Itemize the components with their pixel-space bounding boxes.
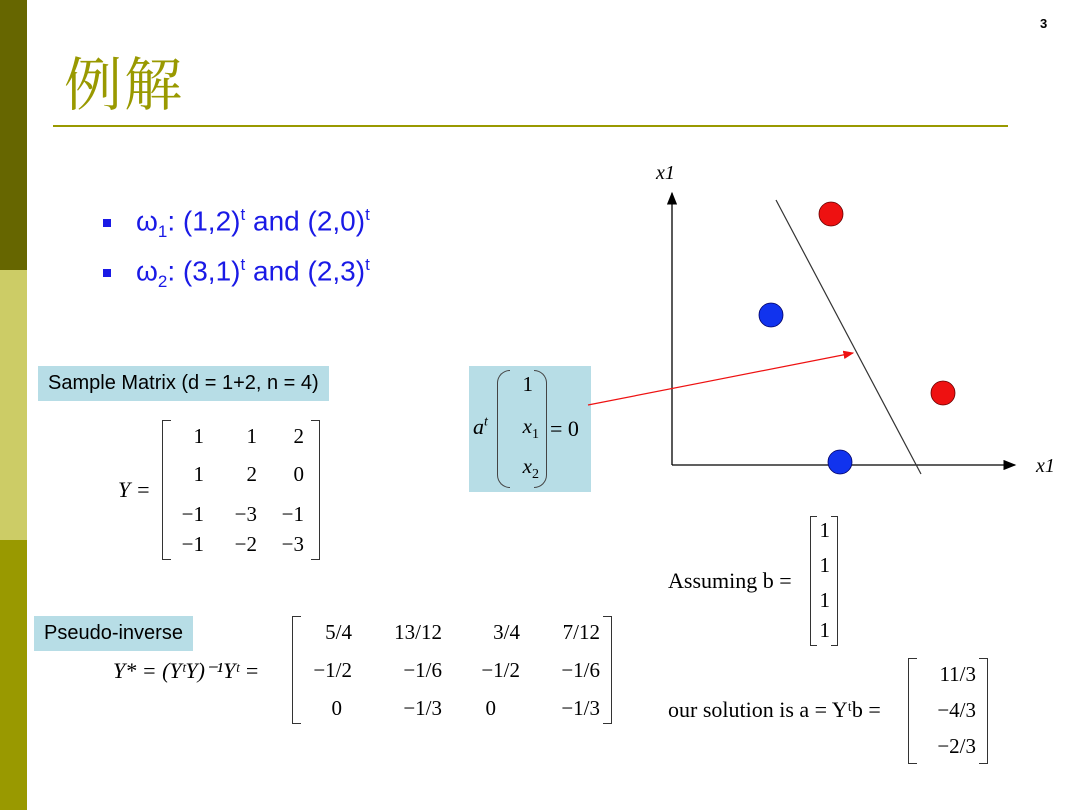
matrix-cell: −1/3: [403, 696, 442, 720]
vector-cell: 1: [819, 553, 830, 577]
omega-symbol: ω: [136, 255, 158, 287]
assumption-text: Assuming b =: [668, 568, 792, 593]
matrix-cell: 0: [331, 696, 342, 720]
vector-cell: 1: [819, 518, 830, 542]
right-bracket: [603, 616, 612, 724]
side-bar-dark: [0, 0, 27, 270]
title-underline: [53, 125, 1008, 127]
point-text: and (2,0): [245, 205, 366, 237]
side-bar-notch: [27, 0, 33, 158]
page-number: 3: [1040, 16, 1048, 31]
omega2-point: [931, 381, 955, 405]
matrix-cell: −1/6: [403, 658, 442, 682]
omega-subscript: 1: [157, 221, 168, 241]
solution-vector: [908, 658, 988, 764]
x-symbol: x: [522, 454, 532, 478]
solution-text: our solution is a = Yᵗb =: [668, 697, 881, 722]
x-axis-label: x1: [1036, 455, 1055, 477]
x-subscript: 2: [532, 467, 539, 483]
normal-arrow: [588, 353, 853, 405]
matrix-cell: 0: [485, 696, 496, 720]
side-bar-mid: [0, 540, 27, 810]
boundary-a: [473, 414, 488, 440]
matrix-cell: 7/12: [562, 620, 600, 644]
x-symbol: x: [522, 414, 532, 438]
omega1-point: [759, 303, 783, 327]
right-bracket: [311, 420, 320, 560]
matrix-cell: −1/2: [313, 658, 352, 682]
matrix-cell: 2: [293, 424, 304, 448]
bullet-square-icon: [103, 269, 111, 277]
sample-matrix-label: Sample Matrix (d = 1+2, n = 4): [38, 366, 329, 401]
bullet-text: [136, 255, 370, 292]
omega-symbol: ω: [136, 205, 158, 237]
matrix-cell: −1/3: [561, 696, 600, 720]
vector-cell: −2/3: [937, 734, 976, 758]
slide-title: 例解: [64, 51, 185, 119]
y-axis-label: x1: [656, 162, 675, 184]
vector-cell: [505, 414, 539, 443]
matrix-cell: −2: [234, 532, 257, 556]
vector-cell: [505, 454, 539, 483]
matrix-cell: 2: [246, 462, 257, 486]
vector-cell: 11/3: [939, 662, 976, 686]
point-text: and (2,3): [245, 255, 366, 287]
point-text: : (3,1): [167, 255, 241, 287]
matrix-cell: −1: [181, 532, 204, 556]
vector-cell: 1: [819, 588, 830, 612]
transpose-mark: t: [240, 255, 246, 274]
transpose-mark: t: [240, 205, 246, 224]
matrix-cell: 0: [293, 462, 304, 486]
matrix-cell: 1: [193, 462, 204, 486]
matrix-cell: −1: [281, 502, 304, 526]
matrix-cell: 1: [246, 424, 257, 448]
pseudo-inverse-matrix: [292, 616, 612, 724]
x-subscript: 1: [532, 427, 539, 443]
transpose-mark: t: [484, 414, 488, 430]
boundary-vector: [497, 370, 547, 488]
matrix-cell: −3: [281, 532, 304, 556]
vector-cell: 1: [819, 618, 830, 642]
matrix-cell: 13/12: [394, 620, 442, 644]
side-bar-light: [0, 270, 27, 540]
pseudo-inverse-lhs: Y* = (YᵗY)⁻¹Yᵗ =: [113, 658, 260, 683]
right-bracket: [831, 516, 838, 646]
a-symbol: a: [473, 414, 484, 439]
matrix-cell: −3: [234, 502, 257, 526]
omega1-point: [828, 450, 852, 474]
sample-matrix-lhs: Y =: [118, 477, 151, 502]
matrix-cell: −1: [181, 502, 204, 526]
vector-cell: −4/3: [937, 698, 976, 722]
vector-cell: 1: [522, 372, 533, 396]
right-bracket: [979, 658, 988, 764]
sample-matrix: [162, 420, 320, 560]
boundary-rhs: = 0: [550, 416, 579, 441]
matrix-cell: −1/6: [561, 658, 600, 682]
matrix-cell: 5/4: [325, 620, 352, 644]
matrix-cell: 3/4: [493, 620, 520, 644]
point-text: : (1,2): [167, 205, 241, 237]
omega-subscript: 2: [157, 271, 168, 291]
transpose-mark: t: [365, 205, 370, 224]
matrix-cell: −1/2: [481, 658, 520, 682]
pseudo-inverse-label: Pseudo-inverse: [34, 616, 193, 651]
decision-boundary-line: [776, 200, 921, 474]
matrix-cell: 1: [193, 424, 204, 448]
transpose-mark: t: [365, 255, 370, 274]
omega2-point: [819, 202, 843, 226]
bullet-text: [136, 205, 370, 242]
bullet-square-icon: [103, 219, 111, 227]
b-vector: [810, 516, 838, 646]
